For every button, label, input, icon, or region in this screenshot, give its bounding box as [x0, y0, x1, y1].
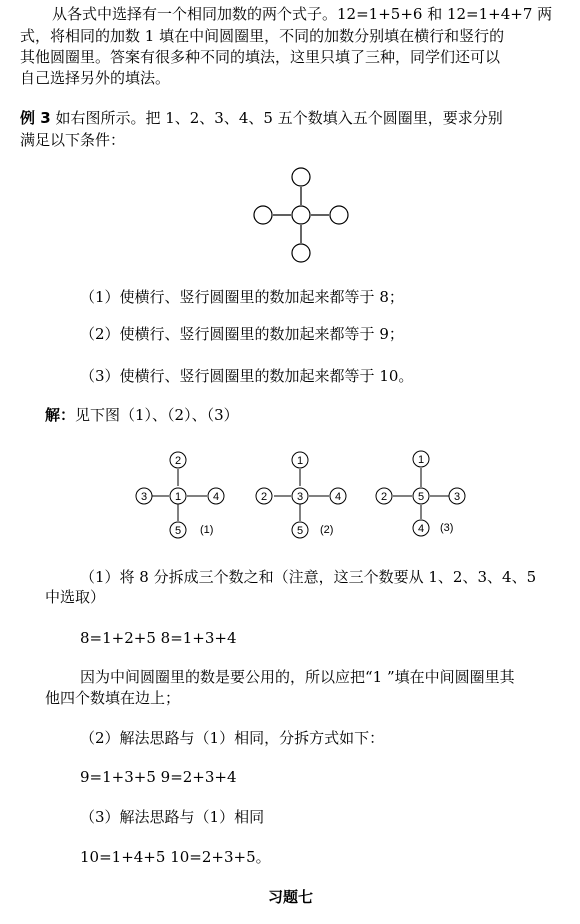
- empty-circle-center: [292, 206, 310, 224]
- equation-1: 8=1+2+5 8=1+3+4: [80, 629, 237, 647]
- fig1-left: 3: [140, 491, 148, 503]
- fig1-caption: (1): [200, 524, 214, 536]
- fig2-caption: (2): [320, 524, 334, 536]
- solution-line: [45, 405, 239, 425]
- example-line-2: 满足以下条件：: [20, 131, 126, 149]
- condition-2: （2）使横行、竖行圆圈里的数加起来都等于 9；: [80, 325, 404, 343]
- explain-p2-line-1: 因为中间圆圈里的数是要公用的，所以应把“1 ”填在中间圆圈里其: [80, 668, 515, 686]
- explain-p1-line-1: （1）将 8 分拆成三个数之和（注意，这三个数要从 1、2、3、4、5: [80, 568, 537, 586]
- empty-cross-diagram: [251, 165, 351, 265]
- explain-p1-line-2: 中选取）: [45, 588, 106, 606]
- section-title: 习题七: [268, 888, 314, 906]
- solution-label: 解：: [45, 406, 76, 424]
- fig3-right: 3: [453, 491, 461, 503]
- figure-1: [130, 447, 230, 547]
- fig3-bottom: 4: [417, 523, 425, 535]
- condition-3: （3）使横行、竖行圆圈里的数加起来都等于 10。: [80, 367, 414, 385]
- intro-line-3: 其他圆圈里。答案有很多种不同的填法，这里只填了三种，同学们还可以: [20, 48, 501, 66]
- empty-circle-top: [292, 168, 310, 186]
- fig2-right: 4: [334, 491, 342, 503]
- fig1-right: 4: [212, 491, 220, 503]
- fig2-bottom: 5: [296, 525, 304, 537]
- intro-line-1: 从各式中选择有一个相同加数的两个式子。12=1+5+6 和 12=1+4+7 两: [52, 5, 553, 23]
- figure-2: [252, 447, 352, 547]
- fig1-top: 2: [174, 455, 182, 467]
- fig1-center: 1: [174, 491, 182, 503]
- solution-text: 见下图（1）、（2）、（3）: [75, 406, 239, 424]
- empty-circle-right: [330, 206, 348, 224]
- empty-circle-bottom: [292, 244, 310, 262]
- fig3-top: 1: [417, 454, 425, 466]
- explain-p2-line-2: 他四个数填在边上；: [45, 689, 181, 707]
- intro-line-4: 自己选择另外的填法。: [20, 69, 171, 87]
- fig2-top: 1: [296, 455, 304, 467]
- equation-2: 9=1+3+5 9=2+3+4: [80, 768, 237, 786]
- equation-3: 10=1+4+5 10=2+3+5。: [80, 848, 271, 866]
- fig3-caption: (3): [440, 522, 454, 534]
- fig3-center: 5: [417, 491, 425, 503]
- example-line-1: [20, 108, 503, 128]
- explain-p3: （2）解法思路与（1）相同，分拆方式如下：: [80, 729, 385, 747]
- example-label: 例 3: [20, 109, 51, 127]
- explain-p4: （3）解法思路与（1）相同: [80, 808, 265, 826]
- fig3-left: 2: [380, 491, 388, 503]
- empty-circle-left: [254, 206, 272, 224]
- fig2-center: 3: [296, 491, 304, 503]
- figure-3: [373, 446, 473, 546]
- fig2-left: 2: [260, 491, 268, 503]
- condition-1: （1）使横行、竖行圆圈里的数加起来都等于 8；: [80, 288, 404, 306]
- example-text-1: 如右图所示。把 1、2、3、4、5 五个数填入五个圆圈里，要求分别: [55, 109, 503, 127]
- fig1-bottom: 5: [174, 525, 182, 537]
- intro-line-2: 式，将相同的加数 1 填在中间圆圈里，不同的加数分别填在横行和竖行的: [20, 27, 505, 45]
